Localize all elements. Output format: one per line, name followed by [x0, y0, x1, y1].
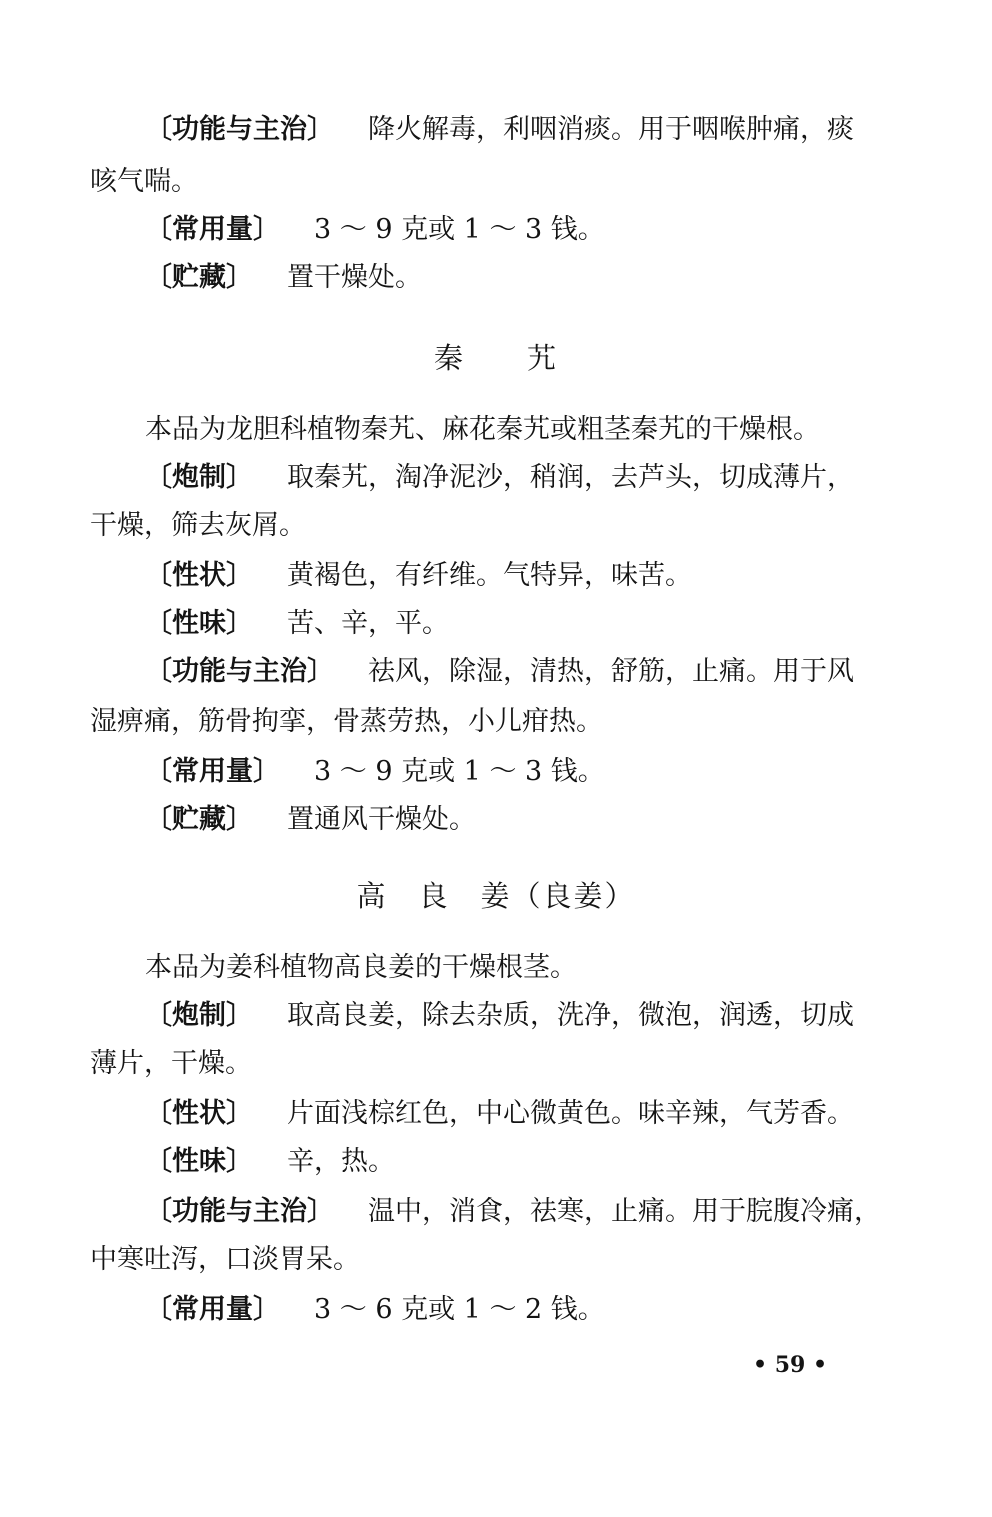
func-indication-tag: 〔功能与主治〕: [145, 114, 334, 145]
dosage-line: [145, 754, 867, 790]
processing-text: 取高良姜，除去杂质，洗净，微泡，润透，切成: [287, 1000, 854, 1031]
storage-text: 置干燥处。: [287, 262, 422, 293]
storage-line: [145, 802, 867, 838]
dosage-text: 3 ～ 9 克或 1 ～ 3 钱。: [314, 756, 605, 787]
processing-line: [145, 460, 867, 496]
nature-line: [145, 1144, 867, 1180]
dosage-text: 3 ～ 9 克或 1 ～ 3 钱。: [314, 214, 605, 245]
nature-line: [145, 606, 867, 642]
dosage-tag: 〔常用量〕: [145, 756, 280, 787]
appearance-text: 黄褐色，有纤维。气特异，味苦。: [287, 560, 692, 591]
storage-line: [145, 260, 867, 296]
appearance-line: [145, 1096, 867, 1132]
processing-line: [145, 998, 867, 1034]
nature-tag: 〔性味〕: [145, 608, 253, 639]
processing-tag: 〔炮制〕: [145, 462, 253, 493]
func-indication-line: [145, 1194, 881, 1230]
func-indication-tag: 〔功能与主治〕: [145, 1196, 334, 1227]
func-indication-tag: 〔功能与主治〕: [145, 656, 334, 687]
storage-text: 置通风干燥处。: [287, 804, 476, 835]
func-indication-text: 降火解毒，利咽消痰。用于咽喉肿痛，痰: [368, 114, 854, 145]
func-indication-cont: 咳气喘。: [90, 166, 198, 197]
func-indication-line: [145, 112, 867, 148]
storage-tag: 〔贮藏〕: [145, 262, 253, 293]
dosage-tag: 〔常用量〕: [145, 214, 280, 245]
nature-tag: 〔性味〕: [145, 1146, 253, 1177]
section-title-gaoliangjiang: 高 良 姜（良姜）: [356, 879, 636, 913]
func-indication-text: 祛风，除湿，清热，舒筋，止痛。用于风: [368, 656, 854, 687]
dosage-tag: 〔常用量〕: [145, 1294, 280, 1325]
func-indication-line: [145, 654, 867, 690]
processing-cont: 干燥，筛去灰屑。: [90, 510, 306, 541]
page-number: • 59 •: [752, 1352, 828, 1378]
nature-text: 苦、辛，平。: [287, 608, 449, 639]
section-title-qinjiao: 秦 艽: [433, 341, 558, 375]
intro-line: 本品为龙胆科植物秦艽、麻花秦艽或粗茎秦艽的干燥根。: [145, 414, 820, 445]
nature-text: 辛，热。: [287, 1146, 395, 1177]
appearance-tag: 〔性状〕: [145, 560, 253, 591]
processing-cont: 薄片，干燥。: [90, 1048, 252, 1079]
processing-tag: 〔炮制〕: [145, 1000, 253, 1031]
storage-tag: 〔贮藏〕: [145, 804, 253, 835]
func-indication-text: 温中，消食，祛寒，止痛。用于脘腹冷痛，: [368, 1196, 881, 1227]
dosage-text: 3 ～ 6 克或 1 ～ 2 钱。: [314, 1294, 605, 1325]
dosage-line: [145, 212, 867, 248]
appearance-line: [145, 558, 867, 594]
processing-text: 取秦艽，淘净泥沙，稍润，去芦头，切成薄片，: [287, 462, 854, 493]
intro-line: 本品为姜科植物高良姜的干燥根茎。: [145, 952, 577, 983]
func-indication-cont: 湿痹痛，筋骨拘挛，骨蒸劳热，小儿疳热。: [90, 706, 603, 737]
appearance-text: 片面浅棕红色，中心微黄色。味辛辣，气芳香。: [287, 1098, 854, 1129]
appearance-tag: 〔性状〕: [145, 1098, 253, 1129]
func-indication-cont: 中寒吐泻，口淡胃呆。: [90, 1244, 360, 1275]
dosage-line: [145, 1292, 867, 1328]
